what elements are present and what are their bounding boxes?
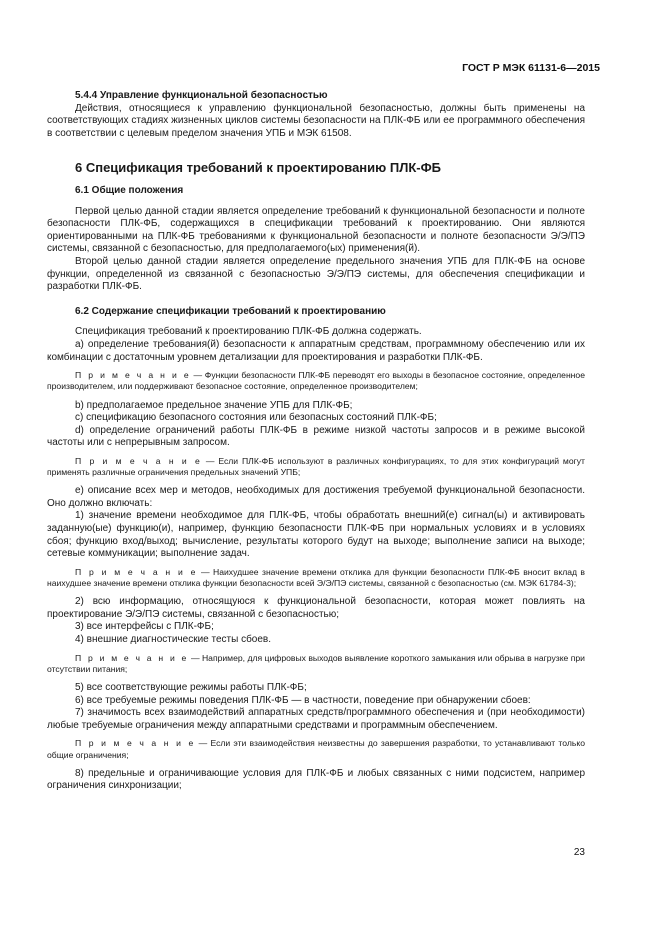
section-6-2-heading: 6.2 Содержание спецификации требований к проектированию xyxy=(75,305,386,317)
note-3-text: — Наихудшее значение времени отклика для функции безопасности ПЛК-ФБ вносит вклад в наихудшее значение времени отклика функции безопасности всей Э/Э/ПЭ системы, связанной с безопасностью (см. МЭК 61784-3); xyxy=(47,566,585,589)
section-5-4-4-text: Действия, относящиеся к управлению функциональной безопасностью, должны быть применены на соответствующих стадиях жизненных циклов системы безопасности на ПЛК-ФБ или ее программного обеспечения в соответствии с целевым пределом значения УПБ и МЭК 61508. xyxy=(47,102,585,139)
note-label: П р и м е ч а н и е xyxy=(75,738,196,749)
list-item-e-6: 6) все требуемые режимы поведения ПЛК-ФБ — в частности, поведение при обнаружении сбоев: xyxy=(75,694,531,706)
note-label: П р и м е ч а н и е xyxy=(75,370,191,381)
section-6-2-intro: Спецификация требований к проектированию ПЛК-ФБ должна содержать. xyxy=(75,326,422,338)
note-3 xyxy=(47,567,585,589)
list-item-e-2: 2) всю информацию, относящуюся к функциональной безопасности, которая может повлиять на проектирование Э/Э/ПЭ системы, связанной с безопасностью; xyxy=(47,596,585,620)
list-item-d: d) определение ограничений работы ПЛК-ФБ в режиме низкой частоты запросов и в режиме высокой частоты или с непрерывным запросом. xyxy=(47,424,585,449)
list-item-b: b) предполагаемое предельное значение УПБ для ПЛК-ФБ; xyxy=(75,399,353,411)
note-1-text: — Функции безопасности ПЛК-ФБ переводят его выходы в безопасное состояние, определенное производителем, или поддерживают безопасное состояние, определенное производителем; xyxy=(47,370,585,392)
list-item-e-5: 5) все соответствующие режимы работы ПЛК-ФБ; xyxy=(75,682,307,694)
list-item-e-7: 7) значимость всех взаимодействий аппаратных средств/программного обеспечения и (при необходимости) любые требуемые ограничения между аппаратными средствами и программным обеспечением. xyxy=(47,707,585,731)
list-item-e-1: 1) значение времени необходимое для ПЛК-ФБ, чтобы обработать внешний(е) сигнал(ы) и активировать заданную(ые) функцию(и), например, функцию безопасности ПЛК-ФБ при нормальных условиях и в условиях сбоя; функцию вход/выход; вычисление, результаты которого будут на выходе; выполнение записи на выходе; сетевые коммуникации; выполнение задач. xyxy=(47,510,585,560)
list-item-e-4: 4) внешние диагностические тесты сбоев. xyxy=(75,634,272,646)
section-6-1-heading: 6.1 Общие положения xyxy=(75,184,184,196)
note-label: П р и м е ч а н и е xyxy=(75,566,198,577)
section-6-1-paragraph-1: Первой целью данной стадии является определение требований к функциональной безопасности и полноте безопасности ПЛК-ФБ, содержащихся в спецификации требований к проектированию. Они являются ориентированными на ПЛК-ФБ требованиями к функциональной безопасности и полноте безопасности Э/Э/ПЭ системы, связанной с безопасностью, для предполагаемого(ых) применения(й). xyxy=(47,205,585,255)
note-label: П р и м е ч а н и е xyxy=(75,455,202,466)
note-label: П р и м е ч а н и е xyxy=(75,652,189,663)
note-1 xyxy=(47,370,585,392)
list-item-e: е) описание всех мер и методов, необходимых для достижения требуемой функциональной безопасности. Оно должно включать: xyxy=(47,485,585,509)
list-item-c: с) спецификацию безопасного состояния или безопасных состояний ПЛК-ФБ; xyxy=(75,412,437,424)
document-code-header: ГОСТ Р МЭК 61131-6—2015 xyxy=(462,62,600,74)
section-6-heading: 6 Спецификация требований к проектированию ПЛК-ФБ xyxy=(75,160,442,176)
note-2-text: — Если ПЛК-ФБ используют в различных конфигурациях, то для этих конфигураций могут применять различные ограничения предельных значений УПБ; xyxy=(47,455,585,478)
note-2 xyxy=(47,456,585,478)
list-item-e-3: 3) все интерфейсы с ПЛК-ФБ; xyxy=(75,621,214,633)
note-5-text: — Если эти взаимодействия неизвестны до завершения разработки, то устанавливают только общие ограничения; xyxy=(47,738,585,760)
page-body xyxy=(47,90,585,793)
note-4 xyxy=(47,653,585,675)
note-4-text: — Например, для цифровых выходов выявление короткого замыкания или обрыва в нагрузке при отсутствии питания; xyxy=(47,652,585,674)
section-5-4-4-heading: 5.4.4 Управление функциональной безопасностью xyxy=(75,90,328,101)
page-number: 23 xyxy=(573,847,585,858)
note-5 xyxy=(47,738,585,760)
section-6-1-paragraph-2: Второй целью данной стадии является определение предельного значения УПБ для ПЛК-ФБ на основе функции, определенной из связанной с безопасностью Э/Э/ПЭ системы, для обеспечения спецификации и разработки ПЛК-ФБ. xyxy=(47,255,585,293)
list-item-e-8: 8) предельные и ограничивающие условия для ПЛК-ФБ и любых связанных с ними подсистем, например ограничения синхронизации; xyxy=(47,767,585,792)
list-item-a: а) определение требования(й) безопасности к аппаратным средствам, программному обеспечению или их комбинации с достаточным уровнем детализации для проектирования и разработки ПЛК-ФБ. xyxy=(47,338,585,363)
